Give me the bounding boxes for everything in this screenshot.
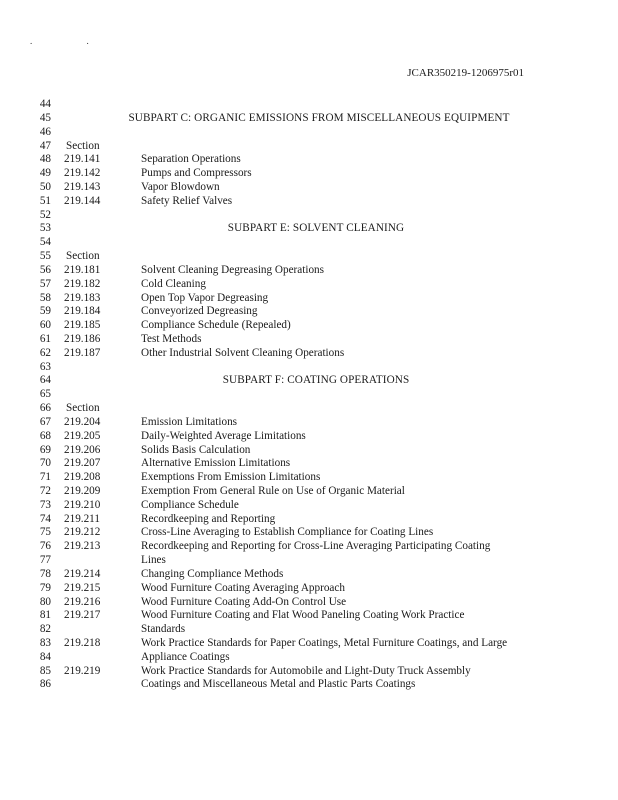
document-line: [0, 608, 618, 622]
section-number: 219.216: [64, 595, 101, 608]
section-number: 219.182: [64, 277, 101, 290]
document-line: [0, 111, 618, 125]
document-line: [0, 318, 618, 332]
line-number: 53: [39, 222, 51, 235]
section-number: 219.206: [64, 443, 101, 456]
section-title: Work Practice Standards for Paper Coatings, Metal Furniture Coatings, and Large: [141, 637, 508, 649]
line-number: 48: [39, 153, 51, 166]
section-title: Pumps and Compressors: [141, 167, 252, 180]
section-title: Lines: [141, 554, 166, 567]
section-number: 219.217: [64, 609, 101, 622]
line-number: 69: [39, 443, 51, 456]
line-number: 75: [39, 526, 51, 539]
line-number: 57: [39, 277, 51, 290]
document-line: [0, 553, 618, 567]
section-title: Safety Relief Valves: [141, 194, 233, 207]
section-title: Daily-Weighted Average Limitations: [141, 429, 306, 442]
section-title: Alternative Emission Limitations: [141, 457, 291, 470]
document-line: [0, 581, 618, 595]
line-number: 65: [39, 388, 51, 401]
line-number: 54: [39, 236, 51, 249]
line-number: 80: [39, 595, 51, 608]
section-number: 219.208: [64, 471, 101, 484]
document-line: [0, 512, 618, 526]
document-line: [0, 443, 618, 457]
section-title: Cold Cleaning: [141, 277, 206, 290]
section-title: Recordkeeping and Reporting: [141, 512, 276, 525]
line-number: 68: [39, 429, 51, 442]
document-line: [0, 235, 618, 249]
line-number: 78: [39, 567, 51, 580]
section-number: 219.209: [64, 485, 101, 497]
document-line: [0, 263, 618, 277]
line-number: 51: [39, 194, 51, 207]
document-line: [0, 595, 618, 609]
subpart-heading: SUBPART F: COATING OPERATIONS: [222, 374, 410, 387]
section-number: 219.144: [64, 194, 101, 207]
line-number: 71: [39, 471, 51, 484]
section-title: Vapor Blowdown: [141, 180, 220, 193]
line-number: 70: [39, 457, 51, 470]
line-number: 50: [39, 180, 51, 193]
section-number: 219.210: [64, 498, 101, 511]
document-id: JCAR350219-1206975r01: [407, 67, 524, 79]
line-number: 74: [39, 512, 51, 525]
section-title: Conveyorized Degreasing: [141, 305, 258, 318]
line-number: 52: [39, 208, 51, 221]
document-line: [0, 249, 618, 263]
line-number: 82: [39, 623, 51, 636]
section-number: 219.204: [64, 415, 101, 428]
line-number: 47: [39, 139, 51, 152]
line-number: 45: [39, 111, 51, 124]
line-number: 73: [39, 498, 51, 511]
section-title: Other Industrial Solvent Cleaning Operations: [141, 346, 345, 359]
document-line: [0, 277, 618, 291]
section-number: 219.141: [64, 153, 101, 166]
document-line: [0, 332, 618, 346]
section-number: 219.214: [64, 567, 101, 580]
section-title: Solids Basis Calculation: [141, 443, 251, 456]
document-line: [0, 346, 618, 360]
document-line: [0, 373, 618, 387]
section-title: Solvent Cleaning Degreasing Operations: [141, 263, 324, 276]
section-title: Wood Furniture Coating and Flat Wood Paneling Coating Work Practice: [141, 609, 465, 622]
page-marks: . .: [30, 36, 115, 46]
document-line: [0, 484, 618, 498]
section-title: Exemption From General Rule on Use of Organic Material: [141, 485, 405, 497]
section-title: Coatings and Miscellaneous Metal and Plastic Parts Coatings: [141, 678, 416, 691]
section-number: 219.219: [64, 664, 101, 677]
section-column-label: Section: [66, 139, 100, 152]
document-line: [0, 360, 618, 374]
section-number: 219.212: [64, 526, 101, 539]
document-line: [0, 401, 618, 415]
line-number: 49: [39, 167, 51, 180]
document-line: [0, 304, 618, 318]
document-line: [0, 622, 618, 636]
line-number: 60: [39, 319, 51, 332]
section-column-label: Section: [66, 250, 100, 262]
subpart-heading: SUBPART E: SOLVENT CLEANING: [227, 222, 405, 235]
line-number: 46: [39, 125, 51, 138]
section-number: 219.215: [64, 581, 101, 594]
section-title: Standards: [141, 623, 186, 636]
section-title: Work Practice Standards for Automobile and Light-Duty Truck Assembly: [141, 664, 471, 677]
line-number: 56: [39, 263, 51, 276]
line-number: 86: [39, 678, 51, 691]
line-number: 62: [39, 346, 51, 359]
section-title: Wood Furniture Coating Averaging Approach: [141, 581, 345, 594]
document-line: [0, 221, 618, 235]
section-title: Emission Limitations: [141, 415, 238, 428]
subpart-heading: SUBPART C: ORGANIC EMISSIONS FROM MISCELLANEOUS EQUIPMENT: [128, 111, 510, 124]
section-number: 219.186: [64, 332, 101, 345]
section-title: Appliance Coatings: [141, 650, 230, 663]
document-line: [0, 180, 618, 194]
line-number: 84: [39, 650, 51, 663]
line-number: 79: [39, 581, 51, 594]
document-line: [0, 498, 618, 512]
section-number: 219.185: [64, 319, 101, 332]
section-number: 219.211: [64, 512, 100, 525]
line-number: 76: [39, 540, 51, 553]
section-title: Wood Furniture Coating Add-On Control Use: [141, 595, 347, 608]
line-number: 67: [39, 415, 51, 428]
section-number: 219.143: [64, 180, 101, 193]
document-line: [0, 636, 618, 650]
line-number: 61: [39, 332, 51, 345]
section-number: 219.142: [64, 167, 101, 180]
line-number: 77: [39, 554, 51, 567]
section-number: 219.213: [64, 540, 101, 553]
section-number: 219.187: [64, 346, 101, 359]
document-line: [0, 677, 618, 691]
document-line: [0, 456, 618, 470]
document-line: [0, 291, 618, 305]
section-title: Test Methods: [141, 332, 202, 345]
line-number: 85: [39, 664, 51, 677]
section-number: 219.207: [64, 457, 101, 470]
line-number: 59: [39, 305, 51, 318]
line-number: 66: [39, 402, 51, 414]
document-line: [0, 125, 618, 139]
document-line: [0, 166, 618, 180]
document-line: [0, 525, 618, 539]
document-line: [0, 208, 618, 222]
section-title: Exemptions From Emission Limitations: [141, 471, 321, 484]
document-line: [0, 664, 618, 678]
line-number: 72: [39, 485, 51, 497]
document-line: [0, 415, 618, 429]
section-number: 219.184: [64, 305, 101, 318]
section-title: Compliance Schedule (Repealed): [141, 319, 291, 332]
document-line: [0, 139, 618, 153]
line-number: 44: [39, 98, 51, 110]
line-number: 64: [39, 374, 51, 387]
section-number: 219.205: [64, 429, 101, 442]
document-line: [0, 470, 618, 484]
section-title: Recordkeeping and Reporting for Cross-Line Averaging Participating Coating: [141, 540, 491, 553]
line-number: 58: [39, 291, 51, 304]
section-title: Separation Operations: [141, 153, 241, 166]
section-title: Open Top Vapor Degreasing: [141, 291, 269, 304]
section-column-label: Section: [66, 402, 100, 414]
section-number: 219.218: [64, 637, 101, 649]
line-number: 63: [39, 360, 51, 373]
document-line: [0, 429, 618, 443]
document-line: [0, 97, 618, 111]
section-number: 219.181: [64, 263, 101, 276]
section-title: Changing Compliance Methods: [141, 567, 284, 580]
document-line: [0, 539, 618, 553]
document-line: [0, 152, 618, 166]
line-number: 81: [39, 609, 51, 622]
document-line: [0, 567, 618, 581]
section-number: 219.183: [64, 291, 101, 304]
document-line: [0, 387, 618, 401]
section-title: Compliance Schedule: [141, 498, 239, 511]
line-number: 83: [39, 637, 51, 649]
document-line: [0, 194, 618, 208]
section-title: Cross-Line Averaging to Establish Compliance for Coating Lines: [141, 526, 434, 539]
line-number: 55: [39, 250, 51, 262]
document-line: [0, 650, 618, 664]
